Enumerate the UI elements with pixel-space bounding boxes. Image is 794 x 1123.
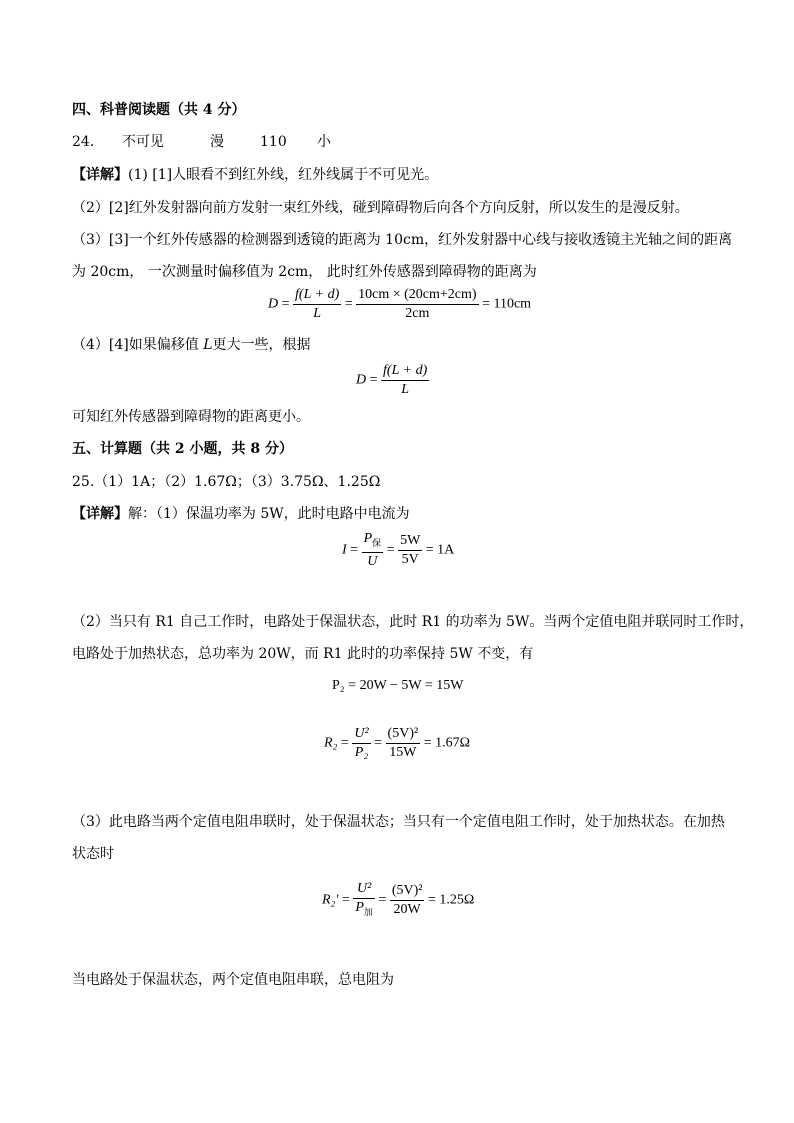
q24-answer-row: [72, 132, 331, 152]
eq1-fraction-2: $\frac{10cm \times (20cm+2cm)}{2cm}$: [358, 287, 477, 321]
equation-power: P₂ = 20W − 5W = 15W: [332, 678, 464, 693]
q24-answer-2: 漫: [210, 134, 224, 150]
equation-distance: D = $\frac{f(L + d)}{L}$ = $\frac{10cm \times (20cm+2cm)}{2cm}$ = 110cm: [268, 287, 532, 321]
eq1-fraction-1: $\frac{f(L + d)}{L}$: [295, 287, 340, 321]
eq3-fraction-2: $\frac{5W}{5V}$: [400, 532, 421, 567]
eq5-fraction-2: $\frac{\text{(5V)²}}{15W}$: [387, 726, 419, 760]
detail-paragraph-1: [72, 165, 438, 185]
eq1-result: = 110cm: [482, 296, 532, 312]
eq5-fraction-1: $\frac{\text{U²}}{\text{P₂}}$: [354, 726, 369, 760]
q24-answer-1: 不可见: [122, 134, 164, 150]
q25-detail-3b: 状态时: [72, 846, 114, 862]
detail-tag: 【详解】: [72, 167, 128, 183]
q25-answer: 25.（1）1A；（2）1.67Ω；（3）3.75Ω、1.25Ω: [72, 474, 381, 490]
q25-detail-4: 当电路处于保温状态，两个定值电阻串联，总电阻为: [72, 972, 394, 988]
detail-text-1: (1) [1]人眼看不到红外线，红外线属于不可见光。: [128, 167, 439, 183]
detail-paragraph-5: 可知红外传感器到障碍物的距离更小。: [72, 409, 310, 425]
detail-paragraph-3b: 为 20cm， 一次测量时偏移值为 2cm， 此时红外传感器到障碍物的距离为: [72, 264, 537, 280]
equation-resistance-2: R₂ = $\frac{\text{U²}}{\text{P₂}}$ = $\frac{\text{(5V)²}}{15W}$ = 1.67Ω: [324, 726, 470, 760]
equation-current: I = $\frac{P_保}{U}$ = $\frac{5W}{5V}$ = 1A: [342, 531, 455, 569]
eq6-fraction-2: $\frac{\text{(5V)²}}{20W}$: [391, 882, 423, 917]
q24-answer-3: 110: [260, 134, 287, 150]
eq2-fraction: $\frac{f(L + d)}{L}$: [383, 363, 428, 397]
q24-answer-4: 小: [317, 134, 331, 150]
q24-number: 24．: [72, 134, 104, 150]
q25-detail-2b: 电路处于加热状态，总功率为 20W，而 R1 此时的功率保持 5W 不变，有: [72, 646, 534, 662]
q25-detail-1: 【详解】解：（1）保温功率为 5W，此时电路中电流为: [72, 506, 410, 522]
eq6-fraction-1: $\frac{\text{U²}}{P_加}$: [355, 881, 373, 917]
eq3-fraction-1: $\frac{P_保}{U}$: [363, 531, 382, 569]
eq1-lhs: D: [268, 296, 279, 312]
section5-heading: 五、计算题（共 2 小题，共 8 分）: [72, 441, 293, 457]
equation-resistance-2-prime: R₂' = $\frac{\text{U²}}{P_加}$ = $\frac{\text{(5V)²}}{20W}$ = 1.25Ω: [322, 880, 474, 921]
detail-paragraph-2: （2）[2]红外发射器向前方发射一束红外线，碰到障碍物后向各个方向反射，所以发生的是漫反射。: [72, 200, 689, 216]
detail-paragraph-4: （4）[4]如果偏移值 L更大一些，根据: [72, 337, 311, 353]
section4-heading: 四、科普阅读题（共 4 分）: [72, 102, 246, 118]
q25-detail-3a: （3）此电路当两个定值电阻串联时，处于保温状态；当只有一个定值电阻工作时，处于加热状态。在加热: [72, 814, 725, 830]
equation-distance-general: D = $\frac{f(L + d)}{L}$: [356, 363, 428, 397]
detail-paragraph-3a: （3）[3]一个红外传感器的检测器到透镜的距离为 10cm，红外发射器中心线与接收透镜主光轴之间的距离: [72, 232, 733, 248]
q25-detail-2a: （2）当只有 R1 自己工作时，电路处于保温状态，此时 R1 的功率为 5W。当两个定值电阻并联同时工作时，: [72, 614, 754, 630]
